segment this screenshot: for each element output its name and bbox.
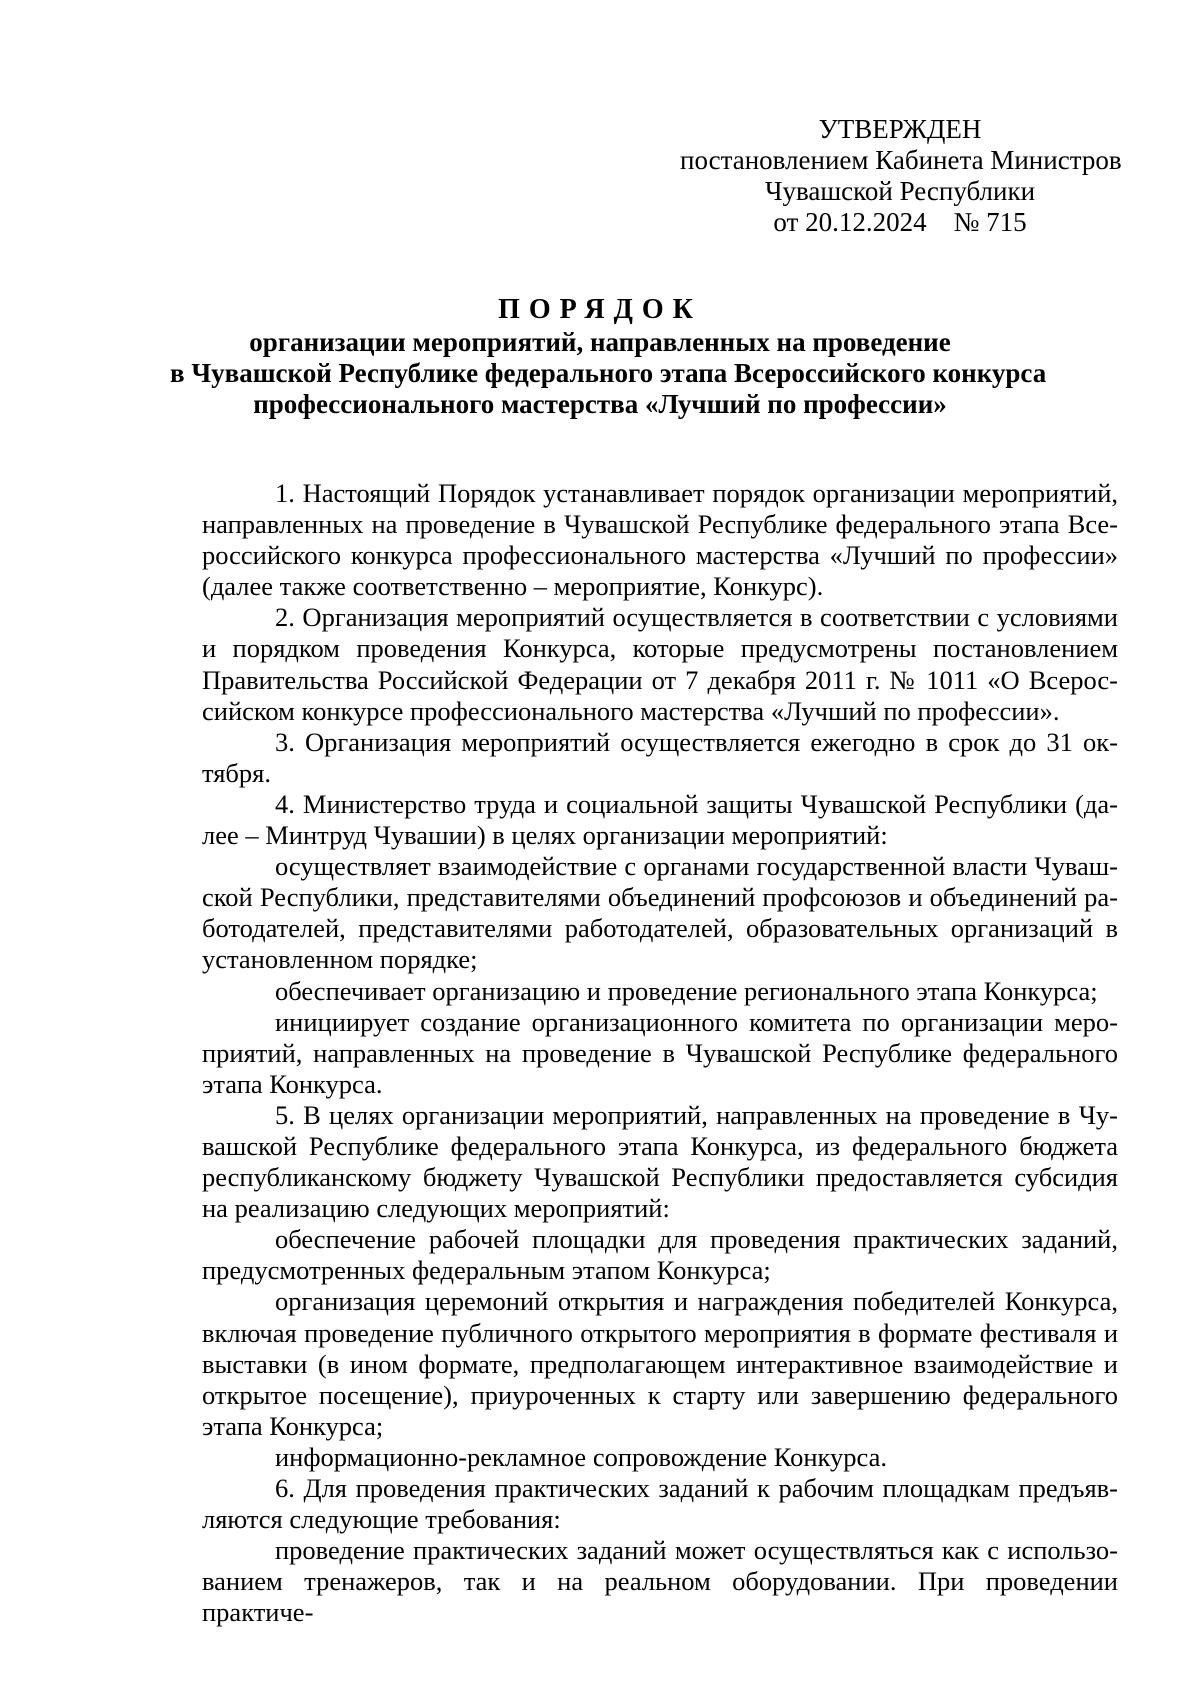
paragraph-3: 3. Организация мероприятий осуществляется ежегодно в срок до 31 октября. (202, 726, 1118, 788)
title-line-1: организации мероприятий, направленных на проведение (249, 327, 951, 357)
paragraph-2: 2. Организация мероприятий осуществляется в соответствии с условиями и порядком проведения Конкурса, которые предусмотрены постановлением Правительства Российской Федерации от 7 декабря 2011 г. № 1011 «О Всероссийском конкурсе профессионального мастерства «Лучший по профессии». (202, 602, 1118, 726)
approval-stamp (680, 114, 1120, 238)
approval-heading: УТВЕРЖДЕН (818, 114, 982, 144)
title-word: ПОРЯДОК (498, 294, 702, 325)
paragraph-5-item-1: обеспечение рабочей площадки для проведения практических заданий, предусмотренных федеральным этапом Конкурса; (202, 1224, 1118, 1286)
paragraph-4-item-3: инициирует создание организационного комитета по организации мероприятий, направленных на проведение в Чувашской Республике федерального этапа Конкурса. (202, 1006, 1118, 1099)
paragraph-4: 4. Министерство труда и социальной защиты Чувашской Республики (далее – Минтруд Чувашии) в целях организации мероприятий: (202, 788, 1118, 851)
approval-date-number: от 20.12.2024 № 715 (773, 207, 1027, 237)
paragraph-5-item-2: организация церемоний открытия и награждения победителей Конкурса, включая проведение публичного открытого мероприятия в формате фестиваля и выставки (в ином формате, предполагающем интерактивное взаимодействие и открытое посещение), приуроченных к старту или завершению федерального этапа Конкурса; (202, 1286, 1118, 1441)
title-line-3: профессионального мастерства «Лучший по профессии» (253, 389, 947, 419)
paragraph-6-item-1: проведение практических заданий может осуществляться как с использованием тренажеров, так и на реальном оборудовании. При проведении практиче- (202, 1535, 1118, 1628)
document-title (170, 294, 1047, 420)
document-body (202, 478, 1118, 1628)
title-line-2: в Чувашской Республике федерального этапа Всероссийского конкурса (170, 358, 1047, 388)
paragraph-5: 5. В целях организации мероприятий, направленных на проведение в Чувашской Республике федерального этапа Конкурса, из федерального бюджета республиканскому бюджету Чувашской Республики предоставляется субсидия на реализацию следующих мероприятий: (202, 1099, 1118, 1224)
paragraph-4-item-1: осуществляет взаимодействие с органами государственной власти Чувашской Республики, представителями объединений профсоюзов и объединений работодателей, представителями работодателей, образовательных организаций в установленном порядке; (202, 851, 1118, 975)
paragraph-5-item-3: информационно-рекламное сопровождение Конкурса. (275, 1441, 887, 1472)
paragraph-6: 6. Для проведения практических заданий к рабочим площадкам предъявляются следующие требования: (202, 1473, 1118, 1535)
paragraph-1: 1. Настоящий Порядок устанавливает порядок организации мероприятий, направленных на проведение в Чувашской Республике федерального этапа Всероссийского конкурса профессионального мастерства «Лучший по профессии» (далее также соответственно – мероприятие, Конкурс). (202, 478, 1118, 602)
approval-region: Чувашской Республики (764, 176, 1036, 206)
approval-authority: постановлением Кабинета Министров (680, 145, 1122, 175)
paragraph-4-item-2: обеспечивает организацию и проведение регионального этапа Конкурса; (275, 975, 1098, 1006)
